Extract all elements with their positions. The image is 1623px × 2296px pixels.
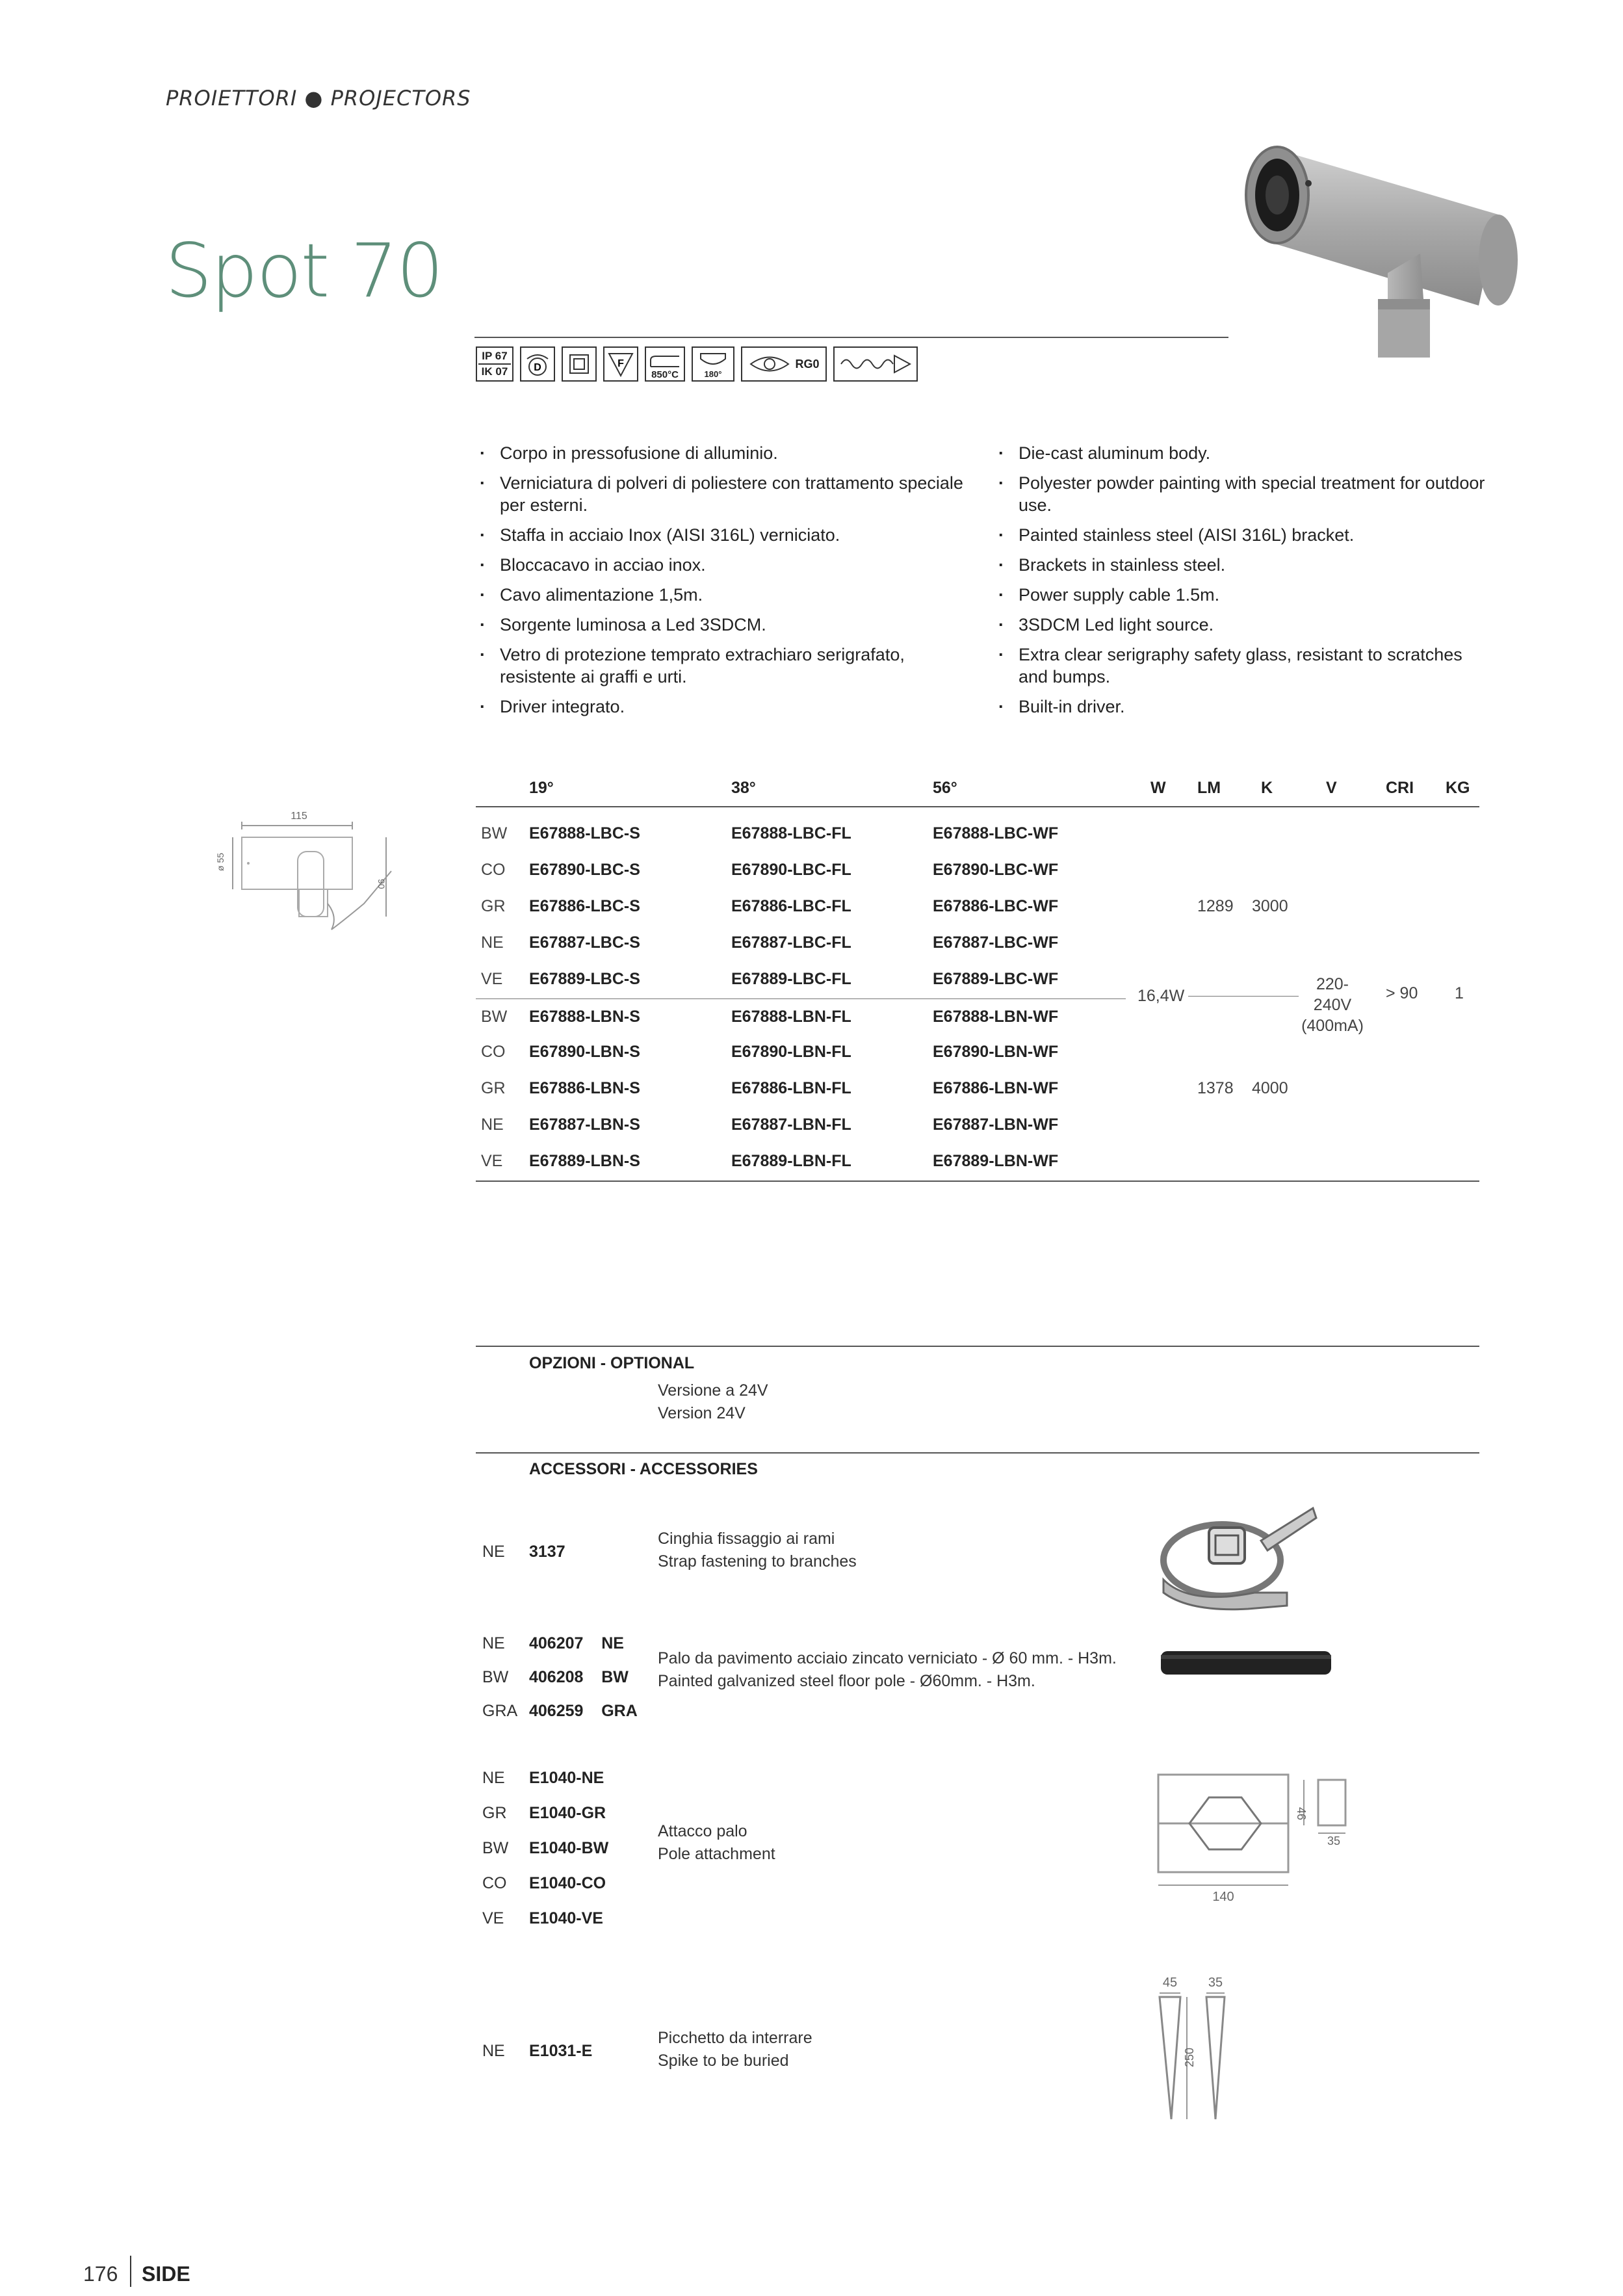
code-56: E67887-LBN-WF: [933, 1115, 1059, 1134]
voltage-value: [1300, 974, 1365, 1036]
certification-icons: [476, 346, 918, 382]
code-56: E67890-LBN-WF: [933, 1043, 1059, 1061]
code-19: E67887-LBC-S: [529, 933, 640, 952]
optional-en: Version 24V: [658, 1404, 746, 1422]
color-code: BW: [481, 824, 508, 842]
feature-en: · Power supply cable 1.5m.: [994, 584, 1488, 606]
pole-color: GRA: [482, 1702, 518, 1720]
table-row: [476, 861, 1479, 897]
code-19: E67886-LBN-S: [529, 1079, 640, 1097]
table-row: [476, 1115, 1479, 1152]
attach-code: E1040-BW: [529, 1839, 609, 1857]
pole-it: Palo da pavimento acciaio zincato verniciato - Ø 60 mm. - H3m.: [658, 1649, 1117, 1667]
color-code: CO: [481, 861, 506, 879]
code-56: E67886-LBC-WF: [933, 897, 1059, 915]
ip-label: IP 67: [482, 350, 508, 362]
attach-color: BW: [482, 1839, 509, 1857]
strap-desc: [658, 1528, 857, 1573]
current-line: (400mA): [1301, 1017, 1364, 1035]
rotation-label: 180°: [704, 369, 722, 379]
code-56: E67888-LBC-WF: [933, 824, 1059, 842]
glow-wire-label: 850°C: [651, 369, 679, 380]
feature-it: · Corpo in pressofusione di alluminio.: [476, 442, 970, 464]
feature-it: · Vetro di protezione temprato extrachiaro serigrafato, resistente ai graffi e urti.: [476, 644, 970, 688]
group-divider: [476, 998, 1126, 999]
cri-value: > 90: [1386, 984, 1418, 1002]
code-38: E67889-LBN-FL: [731, 1152, 851, 1170]
pole-desc: [658, 1647, 1117, 1693]
optional-heading: OPZIONI - OPTIONAL: [529, 1354, 695, 1372]
attach-color: CO: [482, 1874, 507, 1892]
code-38: E67888-LBN-FL: [731, 1008, 851, 1026]
code-38: E67888-LBC-FL: [731, 824, 851, 842]
strap-en: Strap fastening to branches: [658, 1552, 857, 1571]
drawing-width-label: 115: [291, 811, 307, 822]
power-value: 16,4W: [1137, 987, 1185, 1005]
code-38: E67887-LBC-FL: [731, 933, 851, 952]
color-code: VE: [481, 970, 503, 988]
code-38: E67890-LBN-FL: [731, 1043, 851, 1061]
header-k: K: [1261, 779, 1273, 797]
header-lm: LM: [1197, 779, 1221, 797]
table-bottom-rule: [476, 1181, 1479, 1182]
feature-en: · Polyester powder painting with special treatment for outdoor use.: [994, 472, 1488, 516]
header-19: 19°: [529, 779, 554, 797]
accessories-top-rule: [476, 1452, 1479, 1454]
kelvin-lbc: 3000: [1252, 897, 1288, 915]
code-56: E67888-LBN-WF: [933, 1008, 1059, 1026]
attach-code: E1040-CO: [529, 1874, 606, 1892]
feature-en: · Painted stainless steel (AISI 316L) bracket.: [994, 524, 1488, 546]
header-w: W: [1150, 779, 1166, 797]
table-row: [476, 1043, 1479, 1079]
feature-en: · Brackets in stainless steel.: [994, 554, 1488, 576]
table-header-rule: [476, 806, 1479, 807]
attach-color: VE: [482, 1909, 504, 1927]
table-row: [476, 933, 1479, 970]
code-19: E67889-LBN-S: [529, 1152, 640, 1170]
header-kg: KG: [1446, 779, 1470, 797]
attach-en: Pole attachment: [658, 1845, 775, 1863]
lumen-lbc: 1289: [1197, 897, 1234, 915]
code-19: E67888-LBC-S: [529, 824, 640, 842]
feature-en: · 3SDCM Led light source.: [994, 614, 1488, 636]
pole-colors: [482, 1626, 517, 1728]
accessories-heading: ACCESSORI - ACCESSORIES: [529, 1460, 758, 1478]
code-19: E67886-LBC-S: [529, 897, 640, 915]
rg0-icon: [741, 346, 827, 382]
feature-en: · Built-in driver.: [994, 696, 1488, 718]
attach-it: Attacco palo: [658, 1822, 747, 1840]
pole-color: BW: [482, 1668, 509, 1686]
spike-color: NE: [482, 2042, 505, 2060]
header-56: 56°: [933, 779, 957, 797]
glow-wire-icon: [645, 346, 685, 382]
code-38: E67889-LBC-FL: [731, 970, 851, 988]
product-title: Spot 70: [165, 228, 443, 314]
color-code: BW: [481, 1008, 508, 1026]
pole-en: Painted galvanized steel floor pole - Ø60mm. - H3m.: [658, 1672, 1035, 1690]
optional-it: Versione a 24V: [658, 1381, 768, 1400]
spike-dim-h: 250: [1183, 2047, 1196, 2067]
code-38: E67890-LBC-FL: [731, 861, 851, 879]
code-38: E67887-LBN-FL: [731, 1115, 851, 1134]
attach-drawing: [1150, 1768, 1371, 1905]
kelvin-lbn: 4000: [1252, 1079, 1288, 1097]
technical-drawing: [208, 806, 403, 936]
drawing-diameter-label: ø 55: [215, 852, 226, 871]
pole-code-row: [529, 1694, 638, 1728]
attach-desc: [658, 1820, 775, 1866]
feature-it: · Cavo alimentazione 1,5m.: [476, 584, 970, 606]
spike-dim-a: 45: [1162, 1976, 1178, 1990]
drawing-height-label: 90: [376, 879, 387, 889]
attach-dim-d: 35: [1327, 1834, 1341, 1847]
page-number: 176: [83, 2262, 118, 2286]
color-code: GR: [481, 897, 506, 915]
d-mark-letter: D: [534, 362, 541, 373]
pole-suffix: GRA: [601, 1702, 638, 1720]
pole-suffix: BW: [601, 1668, 629, 1686]
color-code: NE: [481, 933, 504, 952]
weight-value: 1: [1455, 984, 1464, 1002]
header-38: 38°: [731, 779, 756, 797]
feature-it: · Verniciatura di polveri di poliestere con trattamento speciale per esterni.: [476, 472, 970, 516]
spike-dim-b: 35: [1208, 1976, 1223, 1990]
table-row: [476, 824, 1479, 861]
spec-connector: [1188, 996, 1299, 997]
footer-brand: SIDE: [142, 2262, 190, 2286]
table-row: [476, 1152, 1479, 1188]
features-it: [476, 442, 970, 725]
pole-codes: [529, 1626, 638, 1728]
f-mark-letter: F: [617, 358, 624, 369]
rg0-label: RG0: [795, 357, 820, 371]
spike-code: E1031-E: [529, 2042, 593, 2060]
ik-label: IK 07: [478, 363, 511, 379]
rotation-icon: [692, 346, 734, 382]
pole-color: NE: [482, 1634, 505, 1652]
code-56: E67890-LBC-WF: [933, 861, 1059, 879]
voltage-line: 220-240V: [1313, 975, 1352, 1014]
attach-codes: [529, 1760, 608, 1936]
f-mark-icon: [603, 346, 638, 382]
table-row: [476, 897, 1479, 933]
code-19: E67890-LBC-S: [529, 861, 640, 879]
code-38: E67886-LBC-FL: [731, 897, 851, 915]
attach-color: GR: [482, 1804, 507, 1822]
feature-it: · Staffa in acciaio Inox (AISI 316L) verniciato.: [476, 524, 970, 546]
class-ii-icon: [562, 346, 597, 382]
title-divider: [474, 337, 1228, 338]
features-en: [994, 442, 1488, 725]
header-v: V: [1326, 779, 1337, 797]
code-19: E67887-LBN-S: [529, 1115, 640, 1134]
d-mark-icon: [520, 346, 555, 382]
attach-code: E1040-VE: [529, 1909, 603, 1927]
footer-divider: [130, 2256, 131, 2287]
pole-image: [1158, 1649, 1334, 1677]
color-code: VE: [481, 1152, 503, 1170]
pole-code: 406207: [529, 1634, 584, 1652]
lumen-lbn: 1378: [1197, 1079, 1234, 1097]
feature-en: · Die-cast aluminum body.: [994, 442, 1488, 464]
header-cri: CRI: [1386, 779, 1414, 797]
section-header: PROIETTORI ● PROJECTORS: [166, 86, 471, 111]
pole-code: 406208: [529, 1668, 584, 1686]
code-19: E67888-LBN-S: [529, 1008, 640, 1026]
code-38: E67886-LBN-FL: [731, 1079, 851, 1097]
code-56: E67887-LBC-WF: [933, 933, 1059, 952]
optional-top-rule: [476, 1346, 1479, 1347]
attach-colors: [482, 1760, 508, 1936]
spike-desc: [658, 2027, 812, 2072]
driver-icon: [833, 346, 918, 382]
attach-dim-h: 46: [1295, 1807, 1308, 1821]
feature-it: · Bloccacavo in acciao inox.: [476, 554, 970, 576]
pole-code-row: [529, 1626, 638, 1660]
pole-code-row: [529, 1660, 638, 1694]
strap-color: NE: [482, 1543, 505, 1561]
color-code: CO: [481, 1043, 506, 1061]
feature-it: · Sorgente luminosa a Led 3SDCM.: [476, 614, 970, 636]
strap-it: Cinghia fissaggio ai rami: [658, 1530, 835, 1548]
optional-text: [658, 1379, 768, 1425]
code-56: E67886-LBN-WF: [933, 1079, 1059, 1097]
table-row: [476, 1079, 1479, 1115]
attach-color: NE: [482, 1769, 505, 1787]
code-56: E67889-LBN-WF: [933, 1152, 1059, 1170]
strap-image: [1150, 1495, 1319, 1612]
attach-code: E1040-NE: [529, 1769, 604, 1787]
attach-dim-w: 140: [1212, 1890, 1234, 1904]
code-19: E67890-LBN-S: [529, 1043, 640, 1061]
product-photo: [1238, 104, 1544, 364]
color-code: GR: [481, 1079, 506, 1097]
strap-code: 3137: [529, 1543, 565, 1561]
spike-en: Spike to be buried: [658, 2052, 789, 2070]
pole-suffix: NE: [601, 1634, 624, 1652]
code-56: E67889-LBC-WF: [933, 970, 1059, 988]
code-19: E67889-LBC-S: [529, 970, 640, 988]
feature-it: · Driver integrato.: [476, 696, 970, 718]
color-code: NE: [481, 1115, 504, 1134]
attach-code: E1040-GR: [529, 1804, 606, 1822]
spike-drawing: [1150, 1970, 1248, 2126]
feature-en: · Extra clear serigraphy safety glass, resistant to scratches and bumps.: [994, 644, 1488, 688]
pole-code: 406259: [529, 1702, 584, 1720]
ip-ik-icon: [476, 346, 513, 382]
spike-it: Picchetto da interrare: [658, 2029, 812, 2047]
